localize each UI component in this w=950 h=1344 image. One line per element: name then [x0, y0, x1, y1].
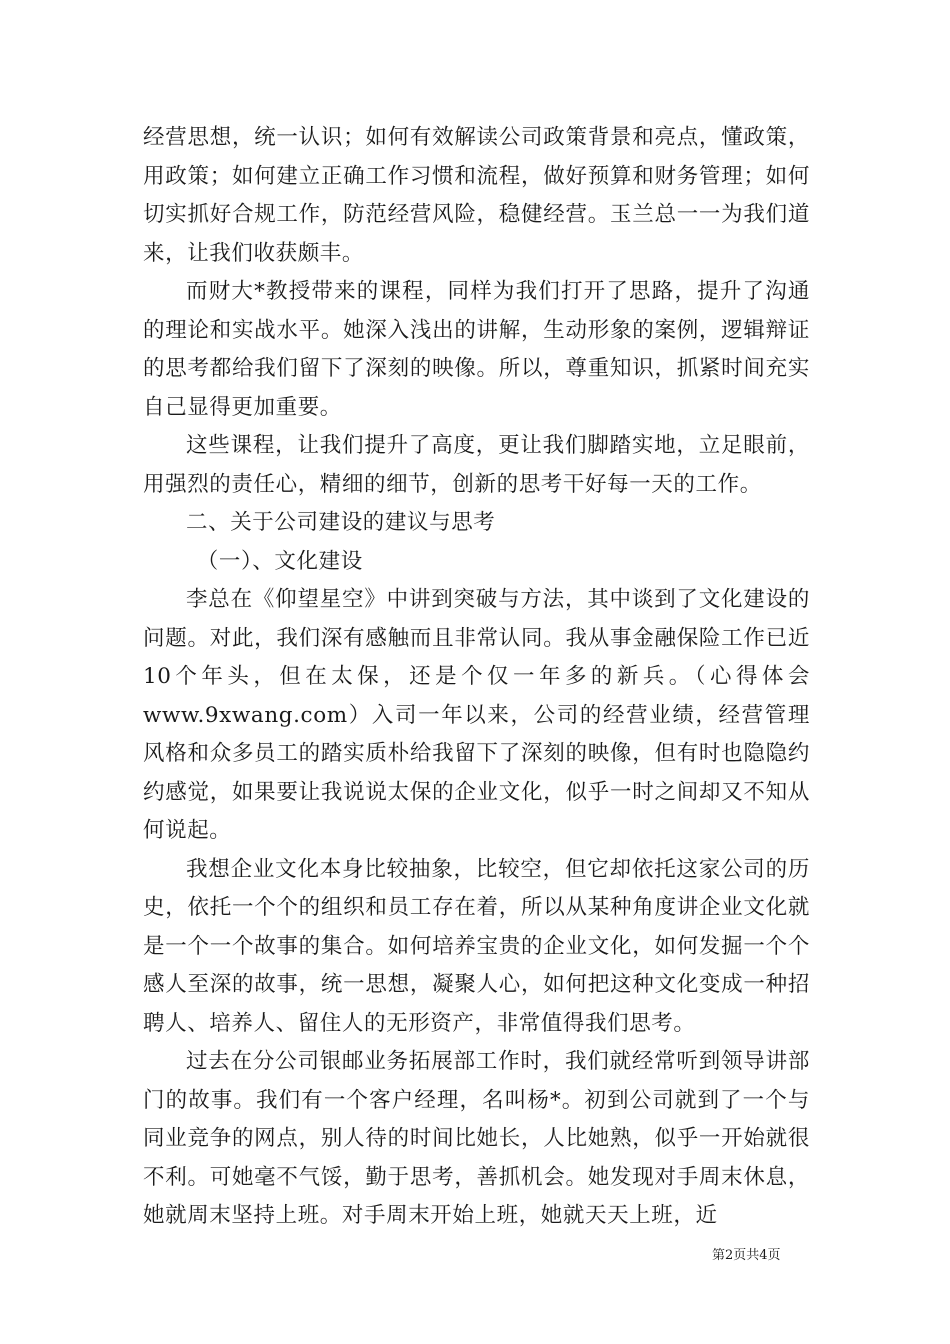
paragraph-6: 李总在《仰望星空》中讲到突破与方法，其中谈到了文化建设的问题。对此，我们深有感触而且非常认同。我从事金融保险工作已近10个年头，但在太保，还是个仅一年多的新兵。（心得体会www.9xwang.com）入司一年以来，公司的经营业绩，经营管理风格和众多员工的踏实质朴给我留下了深刻的映像，但有时也隐隐约约感觉，如果要让我说说太保的企业文化，似乎一时之间却又不知从何说起。: [143, 587, 810, 843]
paragraph-7: 我想企业文化本身比较抽象，比较空，但它却依托这家公司的历史，依托一个个的组织和员工存在着，所以从某种角度讲企业文化就是一个一个故事的集合。如何培养宝贵的企业文化，如何发掘一个个感人至深的故事，统一思想，凝聚人心，如何把这种文化变成一种招聘人、培养人、留住人的无形资产，非常值得我们思考。: [143, 856, 810, 1036]
document-body: [143, 119, 810, 1236]
paragraph-2: 而财大*教授带来的课程，同样为我们打开了思路，提升了沟通的理论和实战水平。她深入浅出的讲解，生动形象的案例，逻辑辩证的思考都给我们留下了深刻的映像。所以，尊重知识，抓紧时间充实自己显得更加重要。: [143, 279, 810, 420]
paragraph-1: 经营思想，统一认识；如何有效解读公司政策背景和亮点，懂政策，用政策；如何建立正确工作习惯和流程，做好预算和财务管理；如何切实抓好合规工作，防范经营风险，稳健经营。玉兰总一一为我们道来，让我们收获颇丰。: [143, 125, 810, 266]
subsection-heading: （一）、文化建设: [196, 548, 363, 574]
paragraph-8: 过去在分公司银邮业务拓展部工作时，我们就经常听到领导讲部门的故事。我们有一个客户经理，名叫杨*。初到公司就到了一个与同业竞争的网点，别人待的时间比她长，人比她熟，似乎一开始就很不利。可她毫不气馁，勤于思考，善抓机会。她发现对手周末休息，她就周末坚持上班。对手周末开始上班，她就天天上班，近: [143, 1049, 810, 1228]
section-heading: 二、关于公司建设的建议与思考: [186, 510, 496, 535]
paragraph-3: 这些课程，让我们提升了高度，更让我们脚踏实地，立足眼前，用强烈的责任心，精细的细节，创新的思考干好每一天的工作。: [143, 433, 810, 497]
page-number-footer: 第2页共4页: [712, 1248, 781, 1263]
